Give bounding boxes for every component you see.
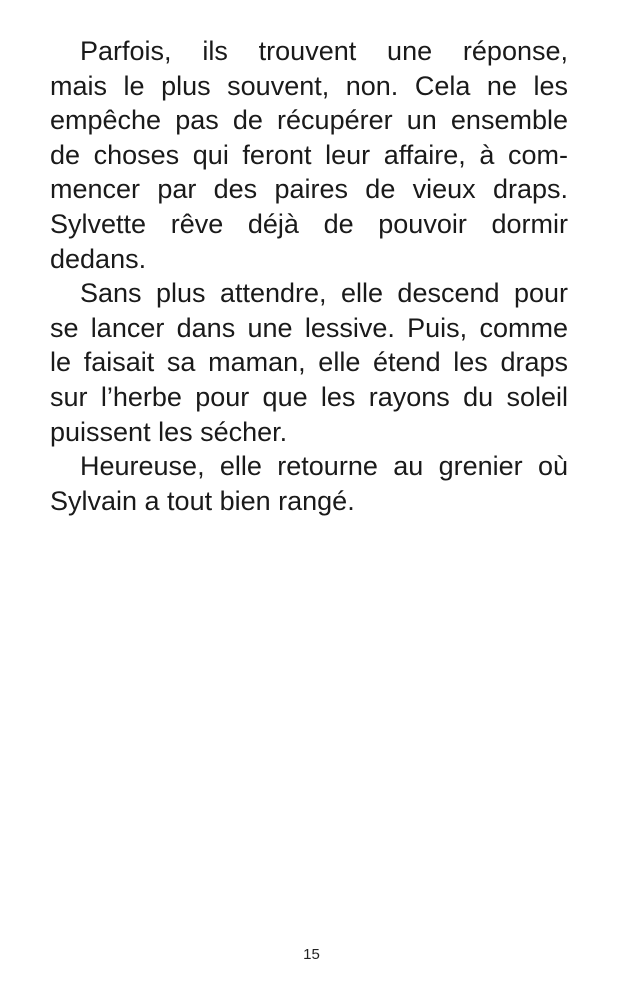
text-line: puissent les sécher. (50, 416, 288, 447)
text-line: sur l’herbe pour que les rayons du soleil (50, 381, 568, 412)
text-line: de choses qui feront leur affaire, à com- (50, 139, 568, 170)
paragraph-1 (50, 34, 568, 276)
text-line: dedans. (50, 243, 147, 274)
text-line: se lancer dans une lessive. Puis, comme (50, 312, 568, 343)
text-line: Sylvette rêve déjà de pouvoir dormir (50, 208, 568, 239)
text-line: Heureuse, elle retourne au grenier où (80, 451, 568, 482)
paragraph-3 (50, 449, 568, 518)
paragraph-2 (50, 276, 568, 449)
text-line: Parfois, ils trouvent une réponse, (80, 36, 568, 66)
text-line: mencer par des paires de vieux draps. (50, 174, 568, 205)
text-line: empêche pas de récupérer un ensemble (50, 105, 568, 136)
body-text (50, 34, 568, 518)
page-number: 15 (303, 946, 320, 963)
text-line: le faisait sa maman, elle étend les draps (50, 347, 568, 378)
text-line: Sans plus attendre, elle descend pour (80, 278, 568, 309)
text-line: Sylvain a tout bien rangé. (50, 485, 355, 516)
text-line: mais le plus souvent, non. Cela ne les (50, 70, 568, 101)
